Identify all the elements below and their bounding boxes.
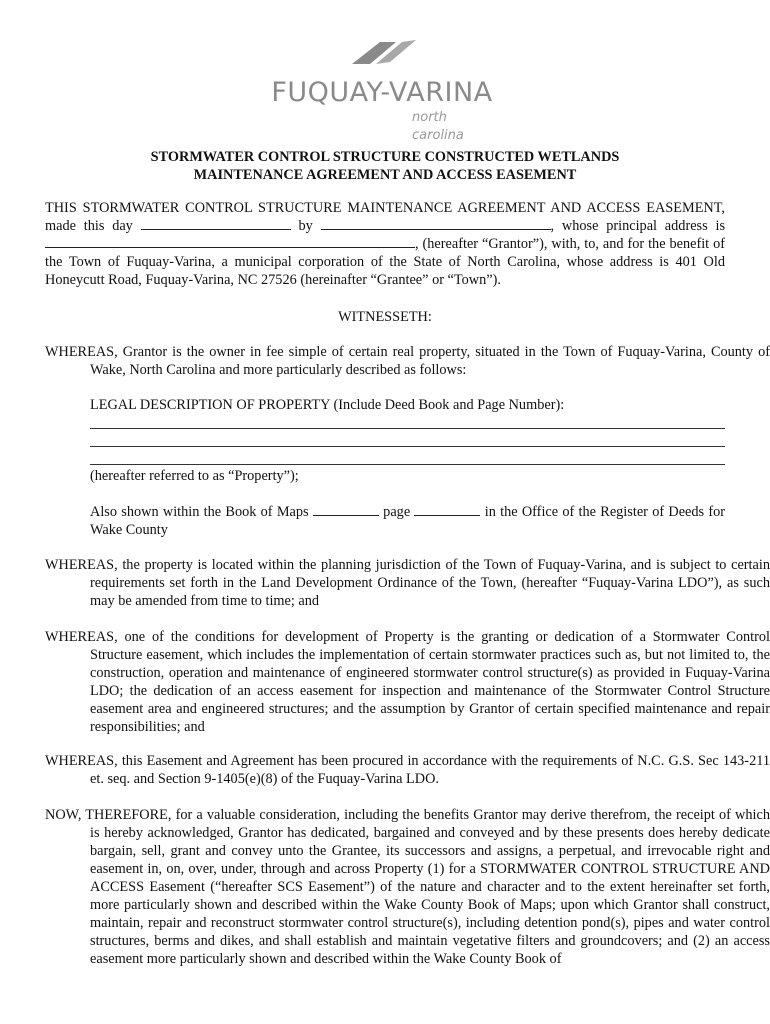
maps-text-2: in the Office of the Register of Deeds for Wake County <box>90 504 726 538</box>
date-blank <box>141 217 291 230</box>
intro-text-1: THIS STORMWATER CONTROL STRUCTURE MAINTENANCE AGREEMENT AND ACCESS EASEMENT, made this day <box>45 200 725 234</box>
address-blank <box>45 235 415 248</box>
title-line-1: STORMWATER CONTROL STRUCTURE CONSTRUCTED WETLANDS <box>150 149 620 165</box>
document-title <box>45 148 725 184</box>
property-definition: (hereafter referred to as “Property”); <box>90 468 299 484</box>
logo-wordmark: FUQUAY-VARINA <box>271 77 493 108</box>
legal-description-line-3 <box>90 464 725 465</box>
whereas-procured-paragraph: WHEREAS, this Easement and Agreement has been procured in accordance with the requirements of N.C. G.S. Sec 143-211 et. seq. and Section 9-1405(e)(8) of the Fuquay-Varina LDO. <box>45 753 770 787</box>
legal-description-line-2 <box>90 446 725 447</box>
legal-description-line-1 <box>90 428 725 429</box>
intro-whose: , whose principal address is <box>550 218 726 234</box>
witnesseth-heading: WITNESSETH: <box>338 309 432 325</box>
whereas-jurisdiction-paragraph: WHEREAS, the property is located within the planning jurisdiction of the Town of Fuquay-Varina, and is subject to certain requirements set forth in the Land Development Ordinance of the Town, (hereafter “Fuquay-Varina LDO”), as such may be amended from time to time; and <box>45 557 770 609</box>
logo-subtitle: north carolina <box>412 110 464 143</box>
whereas-owner-paragraph: WHEREAS, Grantor is the owner in fee simple of certain real property, situated in the Town of Fuquay-Varina, County of Wake, North Carolina and more particularly described as follows: <box>45 344 770 378</box>
town-logo <box>262 38 502 143</box>
intro-paragraph <box>45 199 725 289</box>
grantor-name-blank <box>321 217 551 230</box>
now-therefore-paragraph: NOW, THEREFORE, for a valuable consideration, including the benefits Grantor may derive therefrom, the receipt of which is hereby acknowledged, Grantor has dedicated, bargained and conveyed and by these presents does hereby dedicate bargain, sell, grant and convey unto the Grantee, its successors and assigns, a perpetual, and irrevocable right and easement in, on, over, under, through and across Property (1) for a STORMWATER CONTROL STRUCTURE AND ACCESS Easement (“hereafter SCS Easement”) of the nature and character and to the extent hereinafter set forth, more particularly shown and described within the Wake County Book of Maps; upon which Grantor shall construct, maintain, repair and reconstruct stormwater control structure(s), including detention pond(s), pipes and water control structures, berms and dikes, and shall establish and maintain vegetative filters and groundcovers; and (2) an access easement more particularly shown and described within the Wake County Book of <box>45 807 770 967</box>
whereas-conditions-paragraph: WHEREAS, one of the conditions for development of Property is the granting or dedication of a Stormwater Control Structure easement, which includes the implementation of certain stormwater practices such as, but not limited to, the construction, operation and maintenance of engineered stormwater control structure(s) as provided in Fuquay-Varina LDO; the dedication of an access easement for inspection and maintenance of the Stormwater Control Structure easement area and engineered structures; and the assumption by Grantor of certain specified maintenance and repair responsibilities; and <box>45 629 770 735</box>
title-line-2: MAINTENANCE AGREEMENT AND ACCESS EASEMENT <box>193 167 577 183</box>
intro-by: by <box>298 218 313 234</box>
legal-description-label: LEGAL DESCRIPTION OF PROPERTY (Include Deed Book and Page Number): <box>90 397 565 413</box>
book-number-blank <box>313 503 379 516</box>
maps-page-label: page <box>383 504 411 520</box>
intro-text-2: , (hereafter “Grantor”), with, to, and for the benefit of the Town of Fuquay-Varina, a municipal corporation of the State of North Carolina, whose address is 401 Old Honeycutt Road, Fuquay-Varina, NC 27526 (hereinafter “Grantee” or “Town”). <box>45 236 725 288</box>
maps-text-1: Also shown within the Book of Maps <box>90 504 309 520</box>
page-number-blank <box>414 503 480 516</box>
logo-swoosh-icon <box>350 38 418 66</box>
book-of-maps-paragraph <box>90 503 725 539</box>
